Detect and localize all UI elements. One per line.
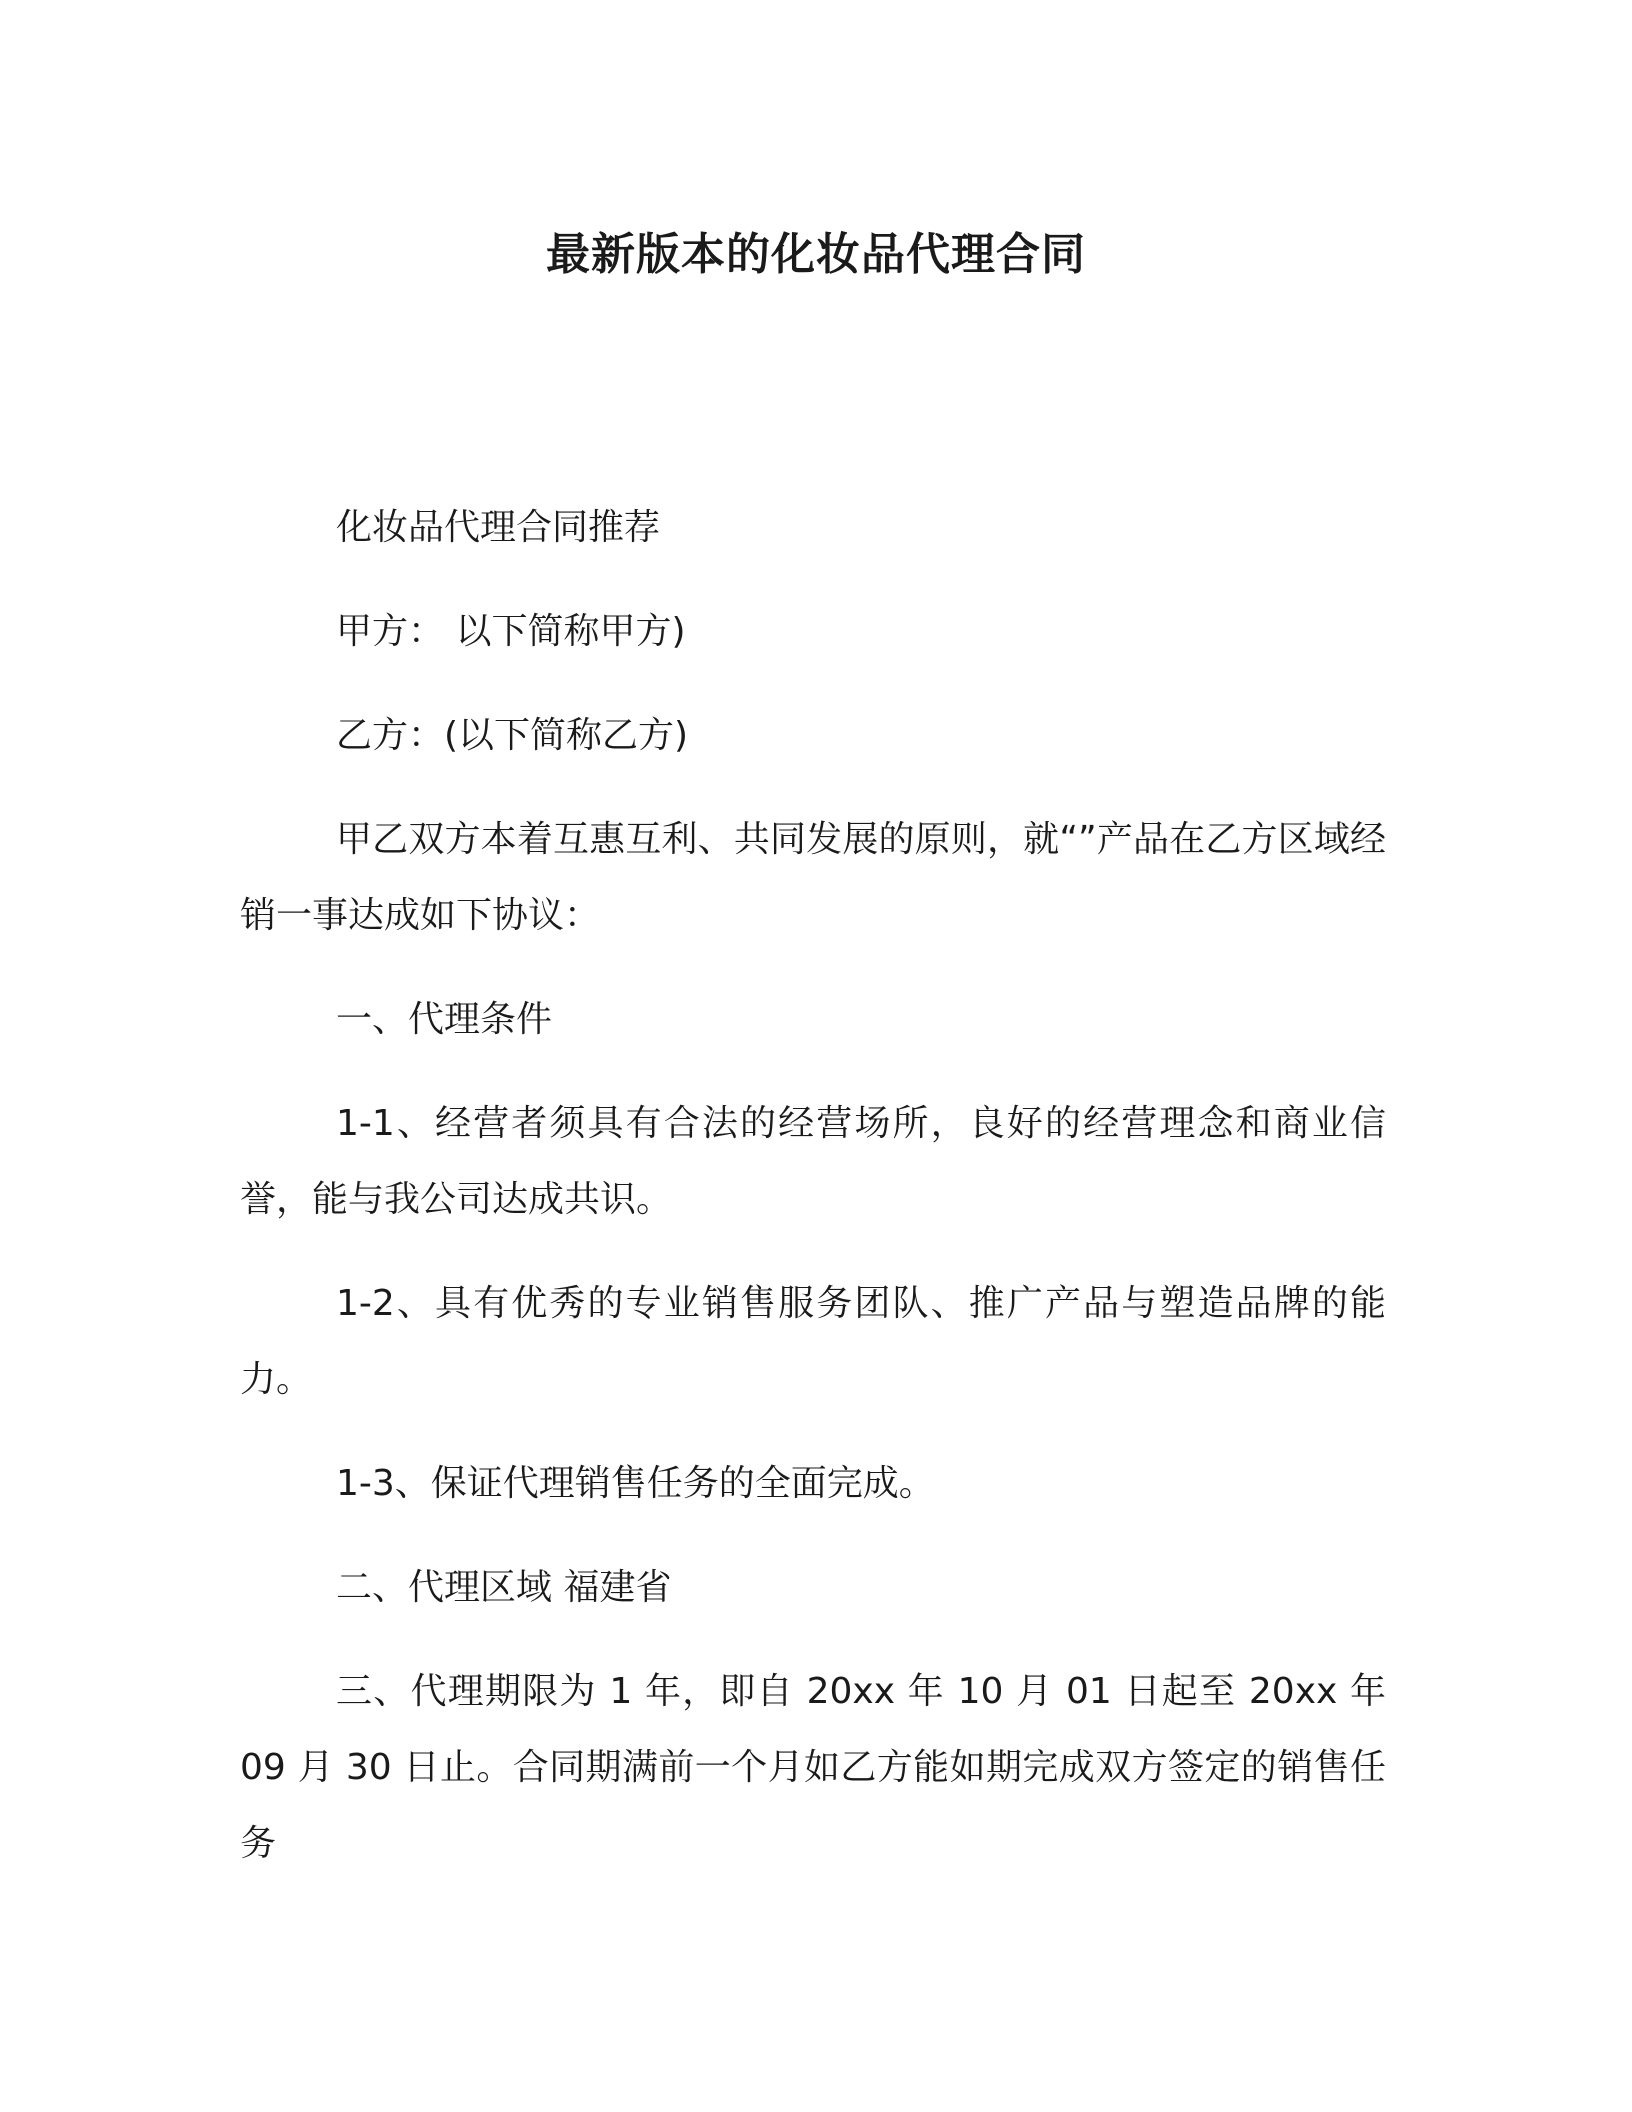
paragraph-clause-1-3: 1-3、保证代理销售任务的全面完成。 bbox=[336, 1463, 935, 1504]
paragraph-party-a: 甲方： 以下简称甲方) bbox=[336, 611, 686, 652]
document-title: 最新版本的化妆品代理合同 bbox=[546, 229, 1086, 280]
paragraph-party-b: 乙方：(以下简称乙方) bbox=[336, 715, 689, 756]
document-body bbox=[240, 490, 1386, 1910]
paragraph-clause-1-2: 1-2、具有优秀的专业销售服务团队、推广产品与塑造品牌的能力。 bbox=[240, 1283, 1386, 1400]
section-heading-agency-region: 二、代理区域 福建省 bbox=[336, 1567, 672, 1608]
paragraph-intro: 甲乙双方本着互惠互利、共同发展的原则，就“”产品在乙方区域经销一事达成如下协议： bbox=[240, 819, 1386, 936]
paragraph-agency-term: 三、代理期限为 1 年，即自 20xx 年 10 月 01 日起至 20xx 年 09 月 30 日止。合同期满前一个月如乙方能如期完成双方签定的销售任务 bbox=[240, 1671, 1386, 1864]
paragraph-subtitle: 化妆品代理合同推荐 bbox=[336, 507, 661, 548]
paragraph-clause-1-1: 1-1、经营者须具有合法的经营场所，良好的经营理念和商业信誉，能与我公司达成共识。 bbox=[240, 1103, 1386, 1220]
section-heading-agency-conditions: 一、代理条件 bbox=[336, 999, 553, 1040]
